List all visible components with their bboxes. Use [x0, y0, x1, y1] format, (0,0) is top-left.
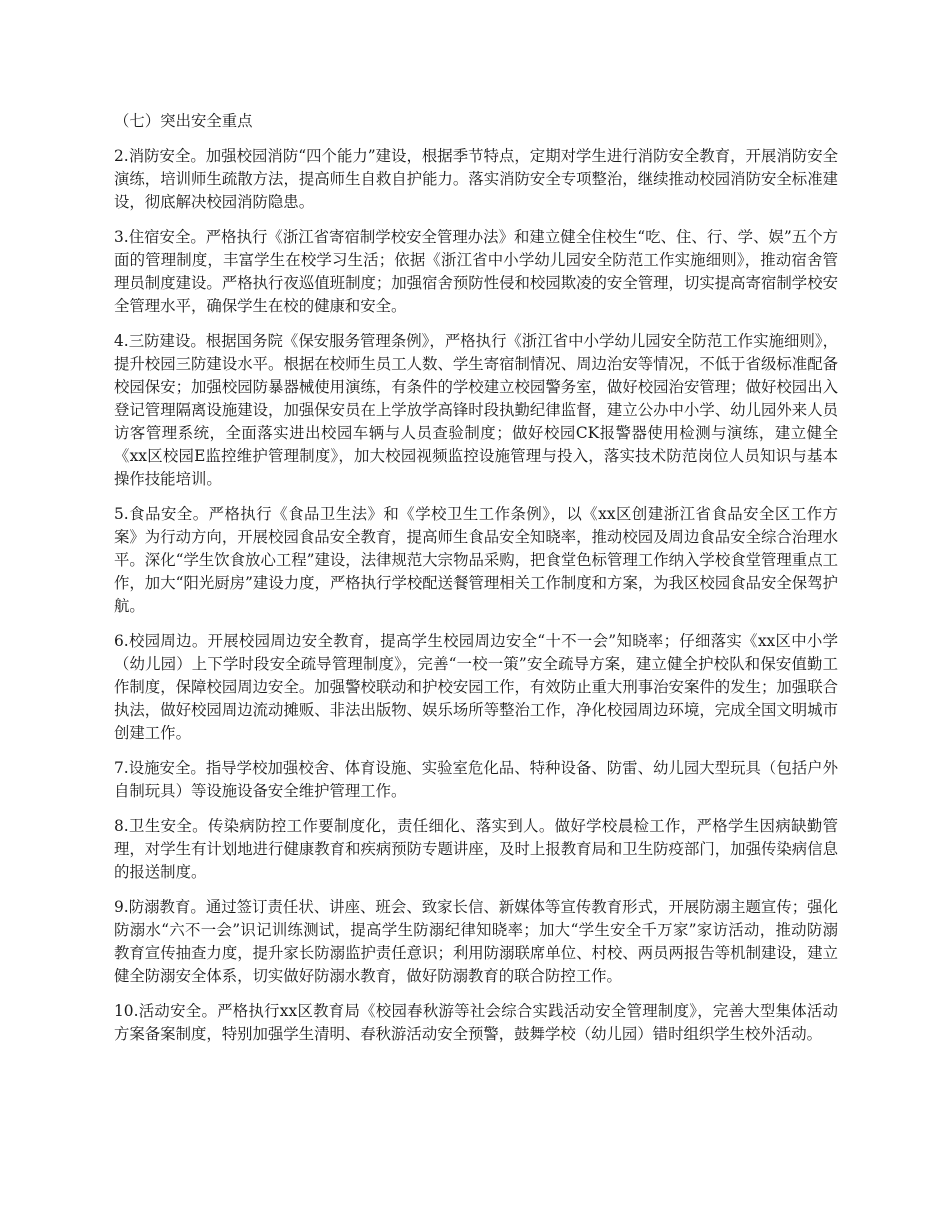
paragraph-health-safety: 8.卫生安全。传染病防控工作要制度化，责任细化、落实到人。做好学校晨检工作，严格学生因病缺勤管理，对学生有计划地进行健康教育和疾病预防专题讲座，及时上报教育局和卫生防疫部门，加强传染病信息的报送制度。 — [114, 817, 838, 881]
paragraph-three-defense: 4.三防建设。根据国务院《保安服务管理条例》，严格执行《浙江省中小学幼儿园安全防范工作实施细则》，提升校园三防建设水平。根据在校师生员工人数、学生寄宿制情况、周边治安等情况，不低于省级标准配备校园保安；加强校园防暴器械使用演练，有条件的学校建立校园警务室，做好校园治安管理；做好校园出入登记管理隔离设施建设，加强保安员在上学放学高锋时段执勤纪律监督，建立公办中小学、幼儿园外来人员访客管理系统，全面落实进出校园车辆与人员查验制度；做好校园CK报警器使用检测与演练，建立健全《xx区校园E监控维护管理制度》，加大校园视频监控设施管理与投入，落实技术防范岗位人员知识与基本操作技能培训。 — [114, 332, 838, 488]
paragraph-campus-surroundings: 6.校园周边。开展校园周边安全教育，提高学生校园周边安全“十不一会”知晓率；仔细落实《xx区中小学（幼儿园）上下学时段安全疏导管理制度》，完善“一校一策”安全疏导方案，建立健全护校队和保安值勤工作制度，保障校园周边安全。加强警校联动和护校安园工作，有效防止重大刑事治安案件的发生；加强联合执法，做好校园周边流动摊贩、非法出版物、娱乐场所等整治工作，净化校园周边环境，完成全国文明城市创建工作。 — [114, 632, 838, 742]
paragraph-food-safety: 5.食品安全。严格执行《食品卫生法》和《学校卫生工作条例》，以《xx区创建浙江省食品安全区工作方案》为行动方向，开展校园食品安全教育，提高师生食品安全知晓率，推动校园及周边食品安全综合治理水平。深化“学生饮食放心工程”建设，法律规范大宗物品采购，把食堂色标管理工作纳入学校食堂管理重点工作，加大“阳光厨房”建设力度，严格执行学校配送餐管理相关工作制度和方案，为我区校园食品安全保驾护航。 — [114, 505, 838, 615]
paragraph-activity-safety: 10.活动安全。严格执行xx区教育局《校园春秋游等社会综合实践活动安全管理制度》，完善大型集体活动方案备案制度，特别加强学生清明、春秋游活动安全预警，鼓舞学校（幼儿园）错时组织学生校外活动。 — [114, 1002, 838, 1043]
document-page — [114, 110, 838, 1058]
paragraph-drowning-prevention: 9.防溺教育。通过签订责任状、讲座、班会、致家长信、新媒体等宣传教育形式，开展防溺主题宣传；强化防溺水“六不一会”识记训练测试，提高学生防溺纪律知晓率；加大“学生安全千万家”家访活动，推动防溺教育宣传抽查力度，提升家长防溺监护责任意识；利用防溺联席单位、村校、两员两报告等机制建设，建立健全防溺安全体系，切实做好防溺水教育，做好防溺教育的联合防控工作。 — [114, 898, 838, 985]
paragraph-facility-safety: 7.设施安全。指导学校加强校舍、体育设施、实验室危化品、特种设备、防雷、幼儿园大型玩具（包括户外自制玩具）等设施设备安全维护管理工作。 — [114, 759, 838, 800]
section-heading: （七）突出安全重点 — [114, 112, 253, 130]
paragraph-dormitory-safety: 3.住宿安全。严格执行《浙江省寄宿制学校安全管理办法》和建立健全住校生“吃、住、行、学、娱”五个方面的管理制度，丰富学生在校学习生活；依据《浙江省中小学幼儿园安全防范工作实施细则》，推动宿舍管理员制度建设。严格执行夜巡值班制度；加强宿舍预防性侵和校园欺凌的安全管理，切实提高寄宿制学校安全管理水平，确保学生在校的健康和安全。 — [114, 228, 838, 315]
paragraph-fire-safety: 2.消防安全。加强校园消防“四个能力”建设，根据季节特点，定期对学生进行消防安全教育，开展消防安全演练，培训师生疏散方法，提高师生自救自护能力。落实消防安全专项整治，继续推动校园消防安全标准建设，彻底解决校园消防隐患。 — [114, 147, 838, 211]
